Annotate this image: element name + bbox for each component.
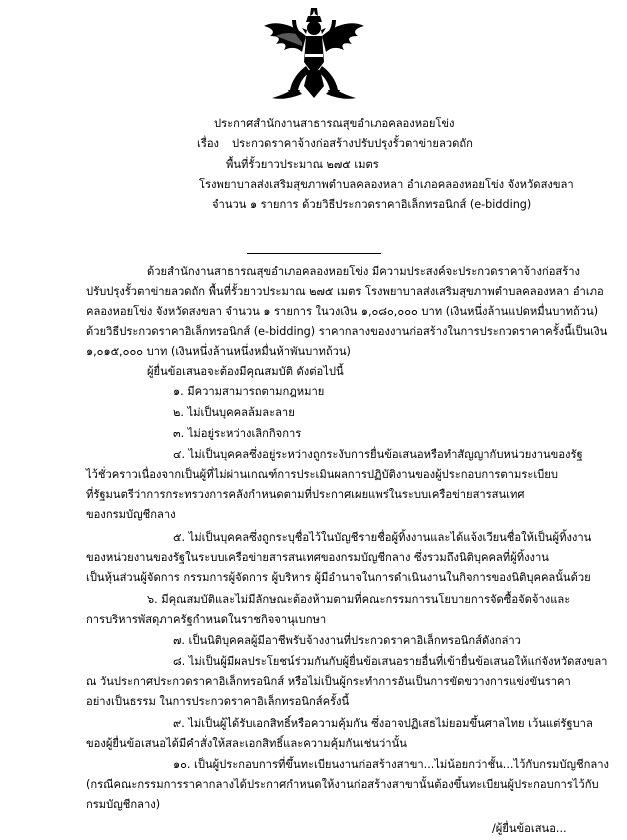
qualification-item-5-line-1: ๕. ไม่เป็นบุคคลซึ่งถูกระบุชื่อไว้ในบัญชีรายชื่อผู้ทิ้งงานและได้แจ้งเวียนชื่อให้เป็นผู้ทิ้งงาน [173, 531, 592, 544]
intro-line-5: ๑,๐๑๕,๐๐๐ บาท (เงินหนึ่งล้านหนึ่งหมื่นห้าพันบาทถ้วน) [86, 345, 351, 358]
qualification-item-9-line-2: ของผู้ยื่นข้อเสนอได้มีคำสั่งให้สละเอกสิทธิ์และความคุ้มกันเช่นว่านั้น [86, 737, 407, 750]
header-area: พื้นที่รั้วยาวประมาณ ๒๗๕ เมตร [226, 158, 379, 171]
qualification-item-8-line-2: ณ วันประกาศประกวดราคาอิเล็กทรอนิกส์ หรือไม่เป็นผู้กระทำการอันเป็นการขัดขวางการแข่งขันราคา [86, 675, 571, 688]
qualification-item-10-line-2: (กรณีคณะกรรมการราคากลางได้ประกาศกำหนดให้งานก่อสร้างสาขานั้นต้องขึ้นทะเบียนผู้ประกอบการไว้กับ [86, 778, 599, 791]
qualification-item-4-line-2: ไว้ชั่วคราวเนื่องจากเป็นผู้ที่ไม่ผ่านเกณฑ์การประเมินผลการปฏิบัติงานของผู้ประกอบการตามระเบียบ [86, 468, 558, 481]
qualification-item-3: ๓. ไม่อยู่ระหว่างเลิกกิจการ [173, 427, 302, 440]
qualifications-intro: ผู้ยื่นข้อเสนอจะต้องมีคุณสมบัติ ดังต่อไปนี้ [147, 365, 344, 378]
qualification-item-4-line-1: ๔. ไม่เป็นบุคคลซึ่งอยู่ระหว่างถูกระงับการยื่นข้อเสนอหรือทำสัญญากับหน่วยงานของรัฐ [173, 448, 583, 461]
garuda-emblem-icon [262, 6, 366, 106]
intro-line-4: ด้วยวิธีประกวดราคาอิเล็กทรอนิกส์ (e-bidding) ราคากลางของงานก่อสร้างในการประกวดราคาครั้งนี้เป็นเงิน [86, 325, 608, 338]
continuation-marker: /ผู้ยื่นข้อเสนอ... [492, 822, 567, 835]
intro-line-3: คลองหอยโข่ง จังหวัดสงขลา จำนวน ๑ รายการ ในวงเงิน ๑,๐๘๐,๐๐๐ บาท (เงินหนึ่งล้านแปดหมื่นบาทถ้วน) [86, 305, 599, 318]
header-title: ประกาศสำนักงานสาธารณสุขอำเภอคลองหอยโข่ง [214, 117, 455, 130]
qualification-item-10-line-1: ๑๐. เป็นผู้ประกอบการที่ขึ้นทะเบียนงานก่อสร้างสาขา...ไม่น้อยกว่าชั้น...ไว้กับกรมบัญชีกลาง [173, 758, 610, 771]
qualification-item-8-line-3: อย่างเป็นธรรม ในการประกวดราคาอิเล็กทรอนิกส์ครั้งนี้ [86, 695, 350, 708]
qualification-item-4-line-4: ของกรมบัญชีกลาง [86, 508, 176, 521]
qualification-item-1: ๑. มีความสามารถตามกฎหมาย [173, 385, 325, 398]
qualification-item-5-line-2: ของหน่วยงานของรัฐในระบบเครือข่ายสารสนเทศของกรมบัญชีกลาง ซึ่งรวมถึงนิติบุคคลที่ผู้ทิ้งงาน [86, 551, 549, 564]
intro-line-1: ด้วยสำนักงานสาธารณสุขอำเภอคลองหอยโข่ง มีความประสงค์จะประกวดราคาจ้างก่อสร้าง [147, 265, 581, 278]
qualification-item-8-line-1: ๘. ไม่เป็นผู้มีผลประโยชน์ร่วมกันกับผู้ยื่นข้อเสนอรายอื่นที่เข้ายื่นข้อเสนอให้แก่จังหวัดสงขลา [173, 655, 608, 668]
header-subject: ประกวดราคาจ้างก่อสร้างปรับปรุงรั้วตาข่ายลวดถัก [232, 137, 473, 150]
intro-line-2: ปรับปรุงรั้วตาข่ายลวดถัก พื้นที่รั้วยาวประมาณ ๒๗๕ เมตร โรงพยาบาลส่งเสริมสุขภาพตำบลคลองหลา อำเภอ [86, 285, 604, 298]
qualification-item-2: ๒. ไม่เป็นบุคคลล้มละลาย [173, 406, 295, 419]
qualification-item-6-line-2: การบริหารพัสดุภาครัฐกำหนดในราชกิจจานุเบกษา [86, 613, 327, 626]
header-divider [247, 253, 381, 254]
qualification-item-6-line-1: ๖. มีคุณสมบัติและไม่มีลักษณะต้องห้ามตามที่คณะกรรมการนโยบายการจัดซื้อจัดจ้างและ [147, 593, 571, 606]
header-location: โรงพยาบาลส่งเสริมสุขภาพตำบลคลองหลา อำเภอคลองหอยโข่ง จังหวัดสงขลา [199, 178, 574, 191]
qualification-item-5-line-3: เป็นหุ้นส่วนผู้จัดการ กรรมการผู้จัดการ ผู้บริหาร ผู้มีอำนาจในการดำเนินงานในกิจการของนิติบุคคลนั้นด้วย [86, 571, 591, 584]
qualification-item-10-line-3: กรมบัญชีกลาง) [86, 798, 161, 811]
qualification-item-9-line-1: ๙. ไม่เป็นผู้ได้รับเอกสิทธิ์หรือความคุ้มกัน ซึ่งอาจปฏิเสธไม่ยอมขึ้นศาลไทย เว้นแต่รัฐบาล [173, 717, 593, 730]
qualification-item-4-line-3: ที่รัฐมนตรีว่าการกระทรวงการคลังกำหนดตามที่ประกาศเผยแพร่ในระบบเครือข่ายสารสนเทศ [86, 488, 525, 501]
header-quantity: จำนวน ๑ รายการ ด้วยวิธีประกวดราคาอิเล็กทรอนิกส์ (e-bidding) [212, 198, 532, 211]
qualification-item-7: ๗. เป็นนิติบุคคลผู้มีอาชีพรับจ้างงานที่ประกวดราคาอิเล็กทรอนิกส์ดังกล่าว [173, 634, 521, 647]
header-subject-label: เรื่อง [197, 137, 220, 150]
